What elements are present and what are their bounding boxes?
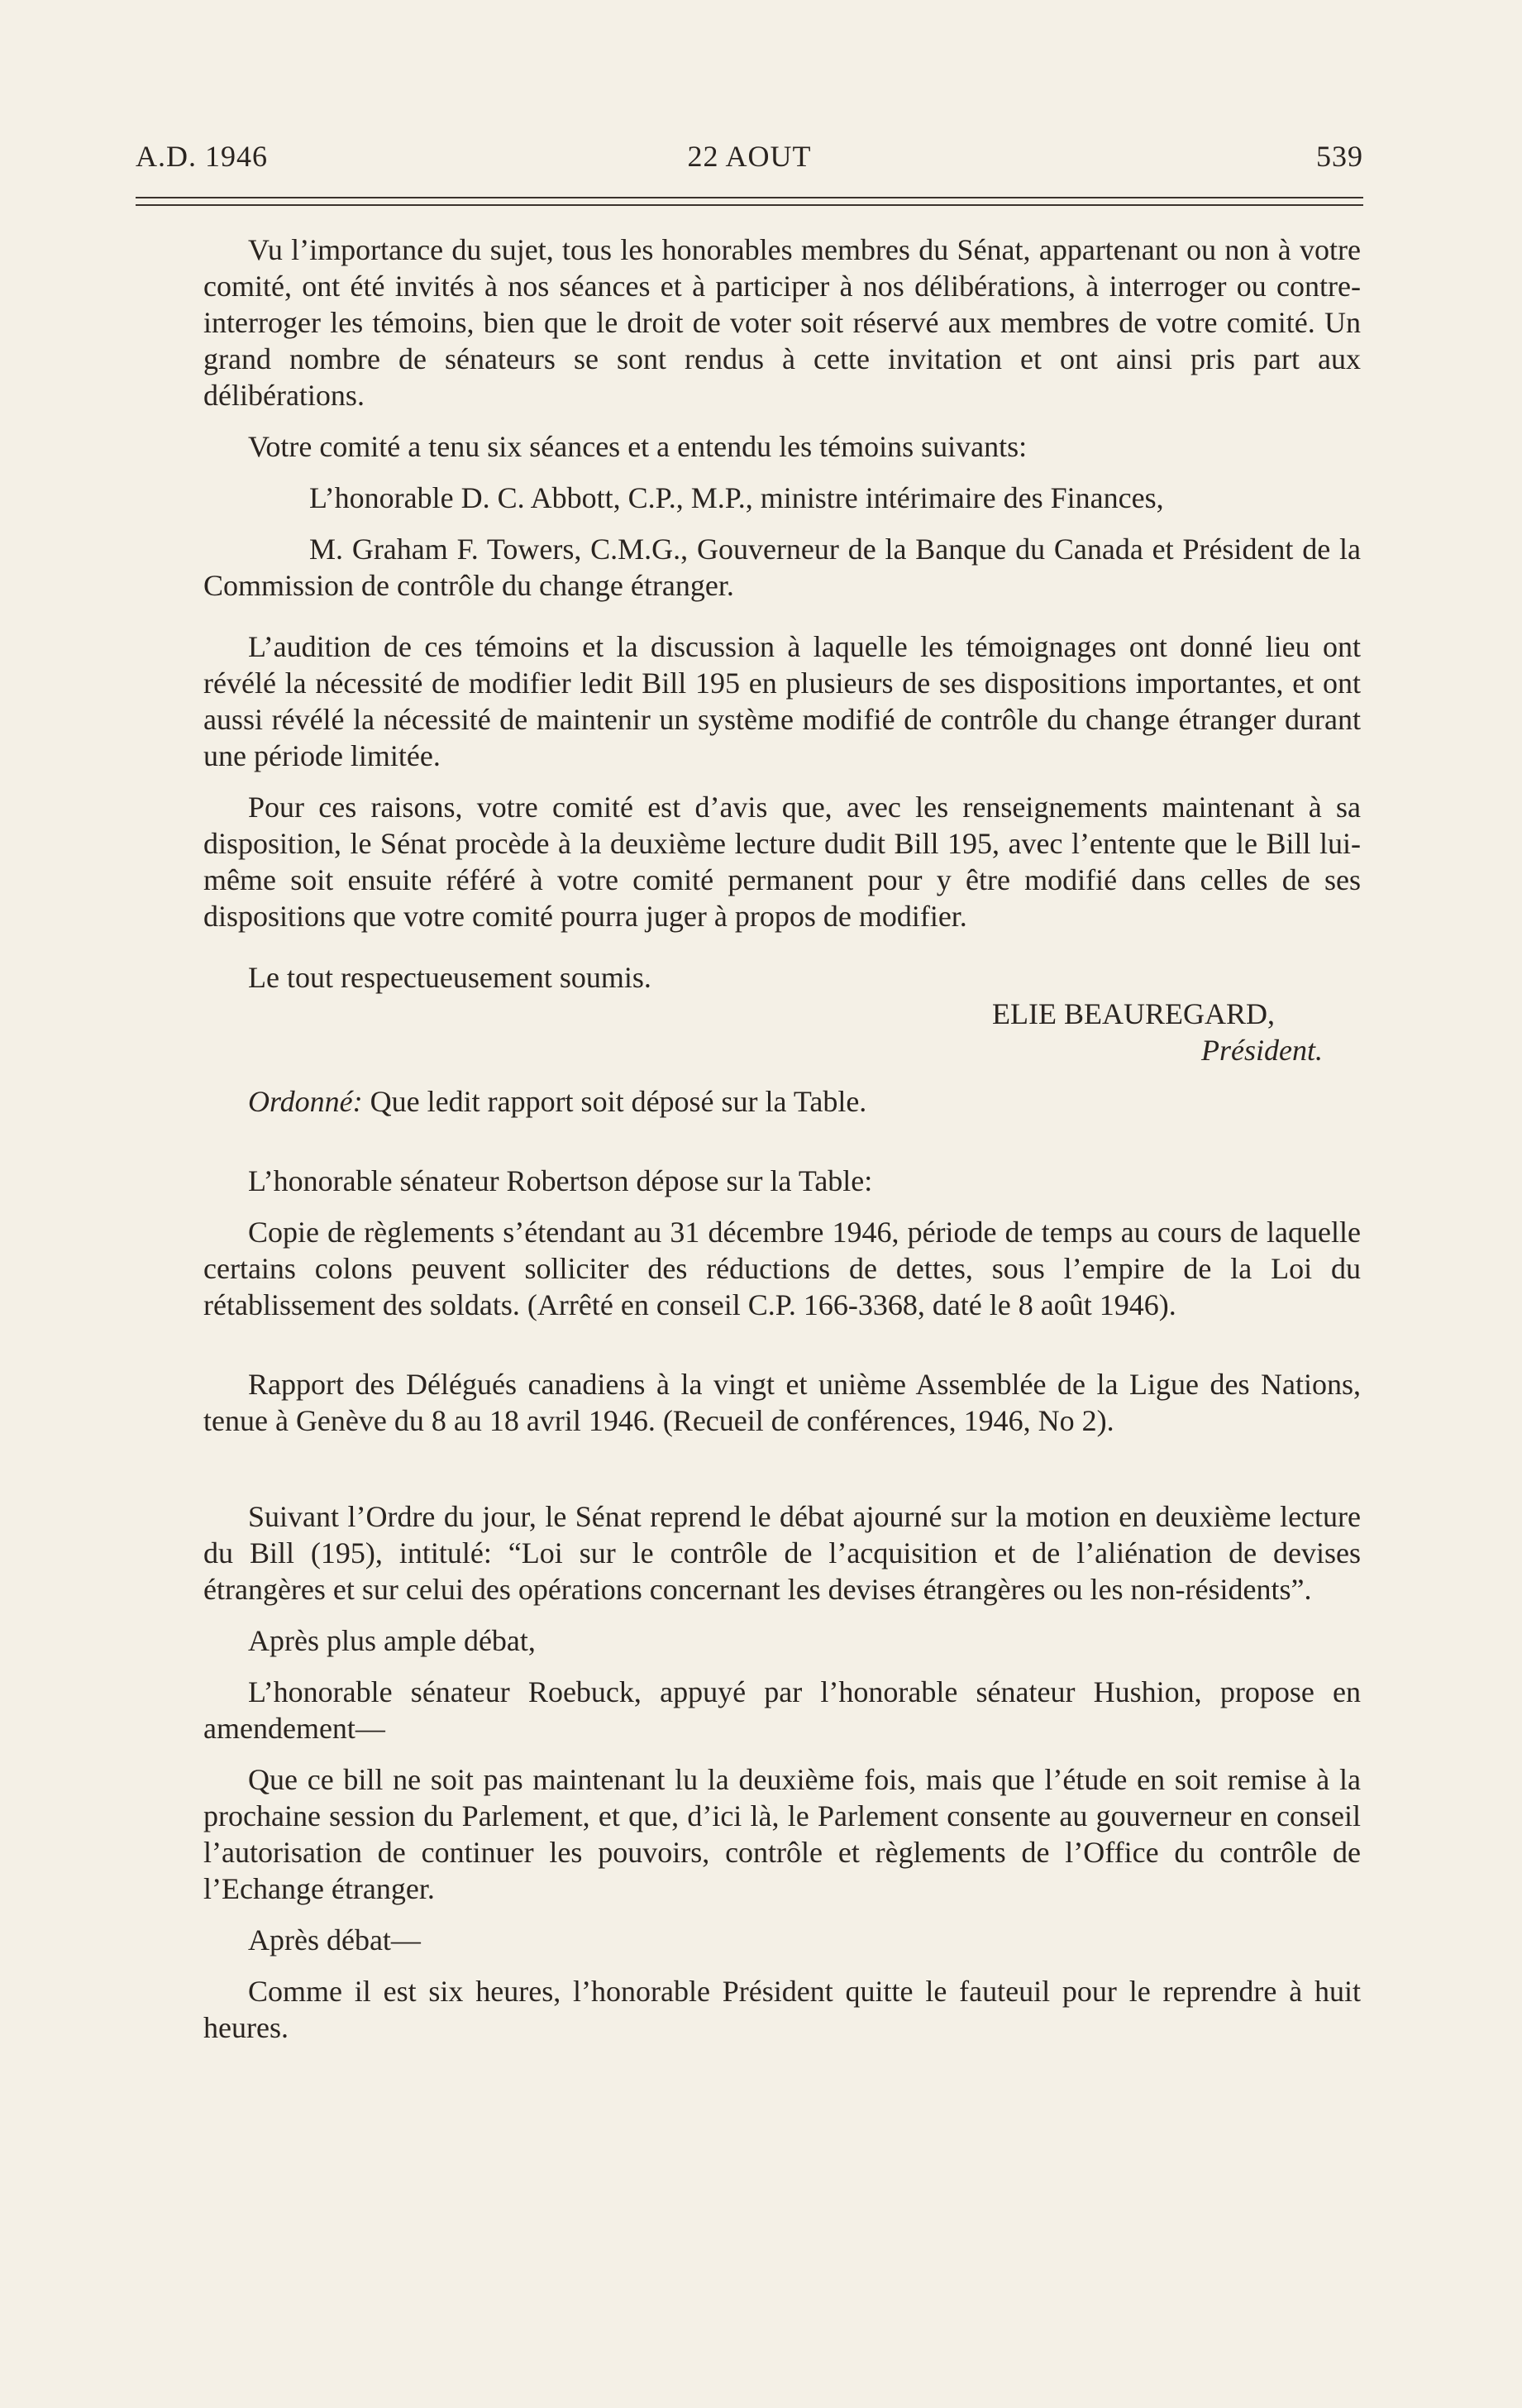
- header-rule-bottom: [136, 204, 1363, 206]
- paragraph-six-heures: Comme il est six heures, l’honorable Président quitte le fauteuil pour le reprendre à huit heures.: [203, 1975, 1361, 2044]
- signature-name: ELIE BEAUREGARD,: [992, 997, 1275, 1030]
- ordonne-text: Que ledit rapport soit déposé sur la Table.: [362, 1085, 867, 1118]
- paragraph-importance: Vu l’importance du sujet, tous les honorables membres du Sénat, appartenant ou non à votre comité, ont été invités à nos séances et à participer à nos délibérations, à interroger ou contre-interroger les témoins, bien que le droit de voter soit réservé aux membres de votre comité. Un grand nombre de sénateurs se sont rendus à cette invitation et ont ainsi pris part aux délibérations.: [203, 233, 1361, 412]
- paragraph-reglements: Copie de règlements s’étendant au 31 décembre 1946, période de temps au cours de laquelle certains colons peuvent solliciter des réductions de dettes, sous l’empire de la Loi du rétablissement des soldats. (Arrêté en conseil C.P. 166-3368, daté le 8 août 1946).: [203, 1216, 1361, 1321]
- witness-abbott: L’honorable D. C. Abbott, C.P., M.P., ministre intérimaire des Finances,: [309, 481, 1164, 514]
- ordonne-label: Ordonné:: [248, 1085, 363, 1118]
- paragraph-raisons: Pour ces raisons, votre comité est d’avis que, avec les renseignements maintenant à sa disposition, le Sénat procède à la deuxième lecture dudit Bill 195, avec l’entente que le Bill lui-même soit ensuite référé à votre comité permanent pour y être modifié dans celles de ses dispositions que votre comité pourra juger à propos de modifier.: [203, 791, 1361, 933]
- header-date: 22 AOUT: [687, 140, 812, 173]
- signature-title: Président.: [1201, 1034, 1323, 1067]
- paragraph-ample-debat: Après plus ample débat,: [248, 1624, 536, 1657]
- page-body: [203, 232, 1361, 2046]
- page-number: 539: [1316, 140, 1363, 173]
- paragraph-roebuck: L’honorable sénateur Roebuck, appuyé par l’honorable sénateur Hushion, propose en amendement—: [203, 1675, 1361, 1745]
- page-header: [136, 139, 1363, 179]
- paragraph-amendement: Que ce bill ne soit pas maintenant lu la deuxième fois, mais que l’étude en soit remise à la prochaine session du Parlement, et que, d’ici là, le Parlement consente au gouverneur en conseil l’autorisation de continuer les pouvoirs, contrôle et règlements de l’Office du contrôle de l’Echange étranger.: [203, 1763, 1361, 1905]
- paragraph-apres-debat: Après débat—: [248, 1923, 421, 1956]
- header-rule-top: [136, 197, 1363, 198]
- paragraph-seances: Votre comité a tenu six séances et a entendu les témoins suivants:: [248, 430, 1028, 463]
- paragraph-ordre-du-jour: Suivant l’Ordre du jour, le Sénat reprend le débat ajourné sur la motion en deuxième lecture du Bill (195), intitulé: “Loi sur le contrôle de l’acquisition et de l’aliénation de devises étrangères et sur celui des opérations concernant les devises étrangères ou les non-résidents”.: [203, 1500, 1361, 1606]
- paragraph-robertson: L’honorable sénateur Robertson dépose sur la Table:: [248, 1164, 873, 1197]
- paragraph-soumis: Le tout respectueusement soumis.: [248, 961, 651, 994]
- header-year: A.D. 1946: [136, 140, 268, 173]
- paragraph-ordonne: [203, 1083, 1361, 1120]
- paragraph-delegues: Rapport des Délégués canadiens à la vingt et unième Assemblée de la Ligue des Nations, tenue à Genève du 8 au 18 avril 1946. (Recueil de conférences, 1946, No 2).: [203, 1368, 1361, 1437]
- paragraph-audition: L’audition de ces témoins et la discussion à laquelle les témoignages ont donné lieu ont révélé la nécessité de modifier ledit Bill 195 en plusieurs de ses dispositions importantes, et ont aussi révélé la nécessité de maintenir un système modifié de contrôle du change étranger durant une période limitée.: [203, 630, 1361, 772]
- witness-towers: M. Graham F. Towers, C.M.G., Gouverneur de la Banque du Canada et Président de la Commission de contrôle du change étranger.: [203, 533, 1361, 602]
